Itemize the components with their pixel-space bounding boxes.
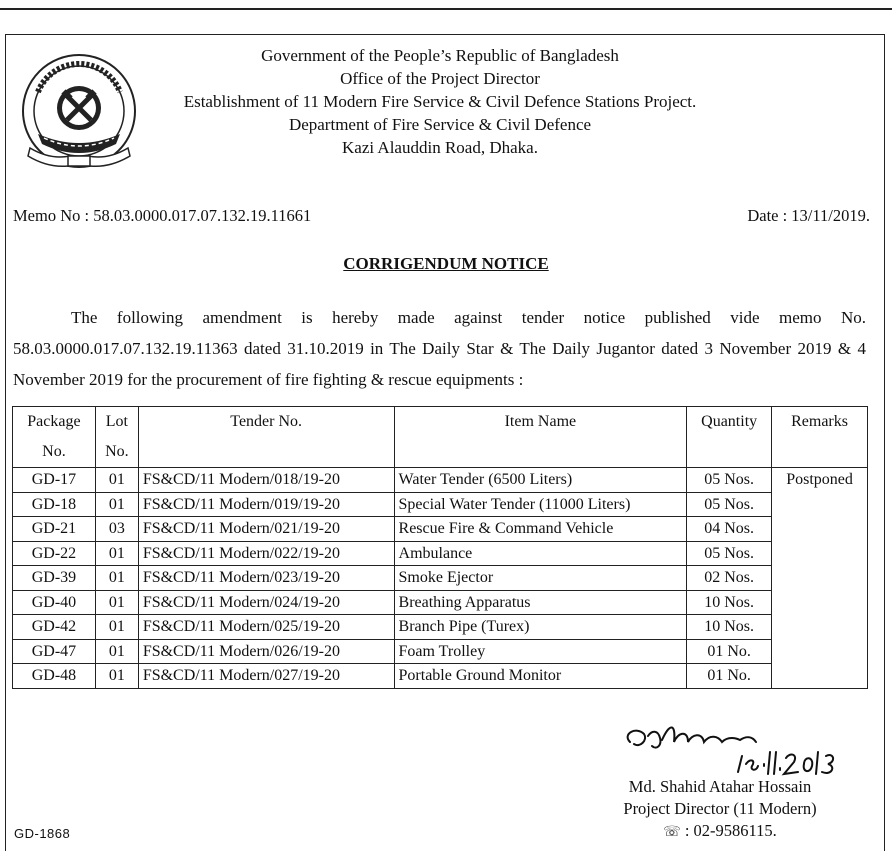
cell-quantity: 10 Nos. (687, 615, 772, 640)
handwritten-signature (618, 712, 858, 782)
header-project: Establishment of 11 Modern Fire Service & Civil Defence Stations Project. (183, 92, 697, 111)
cell-package: GD-39 (13, 566, 96, 591)
cell-lot: 01 (95, 615, 138, 640)
cell-lot: 03 (95, 517, 138, 542)
header-package-line-1: Package (27, 413, 81, 430)
header-lot-line-1: Lot (105, 413, 128, 430)
cell-lot: 01 (95, 468, 138, 493)
cell-package: GD-18 (13, 492, 96, 517)
memo-number: Memo No : 58.03.0000.017.07.132.19.11661 (13, 206, 312, 225)
notice-title: CORRIGENDUM NOTICE (343, 254, 549, 273)
header-department: Department of Fire Service & Civil Defence (288, 115, 592, 134)
cell-quantity: 05 Nos. (687, 541, 772, 566)
cell-item: Breathing Apparatus (394, 590, 687, 615)
table-row (13, 468, 868, 493)
cell-lot: 01 (95, 664, 138, 689)
table-row (13, 541, 868, 566)
cell-item: Ambulance (394, 541, 687, 566)
cell-item: Branch Pipe (Turex) (394, 615, 687, 640)
cell-item: Foam Trolley (394, 639, 687, 664)
table-row (13, 492, 868, 517)
cell-tender: FS&CD/11 Modern/025/19-20 (138, 615, 394, 640)
signatory-designation: Project Director (11 Modern) (623, 799, 817, 818)
signature-block (600, 776, 840, 844)
cell-package: GD-21 (13, 517, 96, 542)
cell-package: GD-48 (13, 664, 96, 689)
cell-item: Special Water Tender (11000 Liters) (394, 492, 687, 517)
cell-lot: 01 (95, 541, 138, 566)
fire-service-emblem-icon (20, 52, 138, 170)
table-row (13, 664, 868, 689)
cell-package: GD-47 (13, 639, 96, 664)
tender-table (12, 406, 868, 689)
cell-tender: FS&CD/11 Modern/019/19-20 (138, 492, 394, 517)
cell-item: Rescue Fire & Command Vehicle (394, 517, 687, 542)
cell-quantity: 04 Nos. (687, 517, 772, 542)
paragraph-line-2: 58.03.0000.017.07.132.19.11363 dated 31.10.2019 in The Daily Star & The Daily Jugantor dated 3 November (13, 339, 792, 358)
cell-tender: FS&CD/11 Modern/026/19-20 (138, 639, 394, 664)
header-item: Item Name (394, 407, 687, 468)
header-lot (95, 407, 138, 468)
cell-quantity: 05 Nos. (687, 492, 772, 517)
telephone-icon: ☏ (663, 825, 681, 840)
cell-lot: 01 (95, 492, 138, 517)
header-office: Office of the Project Director (340, 69, 540, 88)
top-rule (0, 8, 892, 10)
cell-quantity: 01 No. (687, 664, 772, 689)
cell-quantity: 02 Nos. (687, 566, 772, 591)
cell-item: Portable Ground Monitor (394, 664, 687, 689)
cell-tender: FS&CD/11 Modern/022/19-20 (138, 541, 394, 566)
header-quantity: Quantity (687, 407, 772, 468)
cell-item: Smoke Ejector (394, 566, 687, 591)
header-package-line-2: No. (42, 443, 66, 460)
cell-quantity: 05 Nos. (687, 468, 772, 493)
cell-item: Water Tender (6500 Liters) (394, 468, 687, 493)
cell-tender: FS&CD/11 Modern/018/19-20 (138, 468, 394, 493)
gd-code: GD-1868 (14, 826, 71, 841)
cell-tender: FS&CD/11 Modern/023/19-20 (138, 566, 394, 591)
paragraph-line-1: The following amendment is hereby made against tender notice published vide memo No. (71, 308, 866, 327)
signatory-name: Md. Shahid Atahar Hossain (628, 777, 812, 796)
notice-paragraph (13, 302, 866, 395)
header-address: Kazi Alauddin Road, Dhaka. (342, 138, 538, 157)
letterhead (150, 44, 730, 159)
header-remarks: Remarks (772, 407, 868, 468)
notice-date: Date : 13/11/2019. (747, 206, 870, 225)
cell-lot: 01 (95, 566, 138, 591)
paragraph-line-3: 2019 & 4 November 2019 for the procurement of fire fighting & rescue equipments : (13, 339, 866, 389)
header-government: Government of the People’s Republic of Bangladesh (261, 46, 619, 65)
cell-quantity: 01 No. (687, 639, 772, 664)
cell-package: GD-42 (13, 615, 96, 640)
remarks-value: Postponed (786, 471, 853, 488)
cell-package: GD-40 (13, 590, 96, 615)
cell-lot: 01 (95, 590, 138, 615)
cell-tender: FS&CD/11 Modern/021/19-20 (138, 517, 394, 542)
cell-package: GD-22 (13, 541, 96, 566)
cell-quantity: 10 Nos. (687, 590, 772, 615)
table-row (13, 517, 868, 542)
table-row (13, 639, 868, 664)
cell-package: GD-17 (13, 468, 96, 493)
cell-lot: 01 (95, 639, 138, 664)
cell-tender: FS&CD/11 Modern/024/19-20 (138, 590, 394, 615)
phone-number: : 02-9586115. (684, 821, 777, 840)
header-package (13, 407, 96, 468)
cell-remarks (772, 468, 868, 689)
table-row (13, 590, 868, 615)
table-header-row (13, 407, 868, 468)
cell-tender: FS&CD/11 Modern/027/19-20 (138, 664, 394, 689)
header-tender: Tender No. (138, 407, 394, 468)
table-row (13, 566, 868, 591)
table-row (13, 615, 868, 640)
header-lot-line-2: No. (105, 443, 129, 460)
signatory-phone (600, 820, 840, 844)
